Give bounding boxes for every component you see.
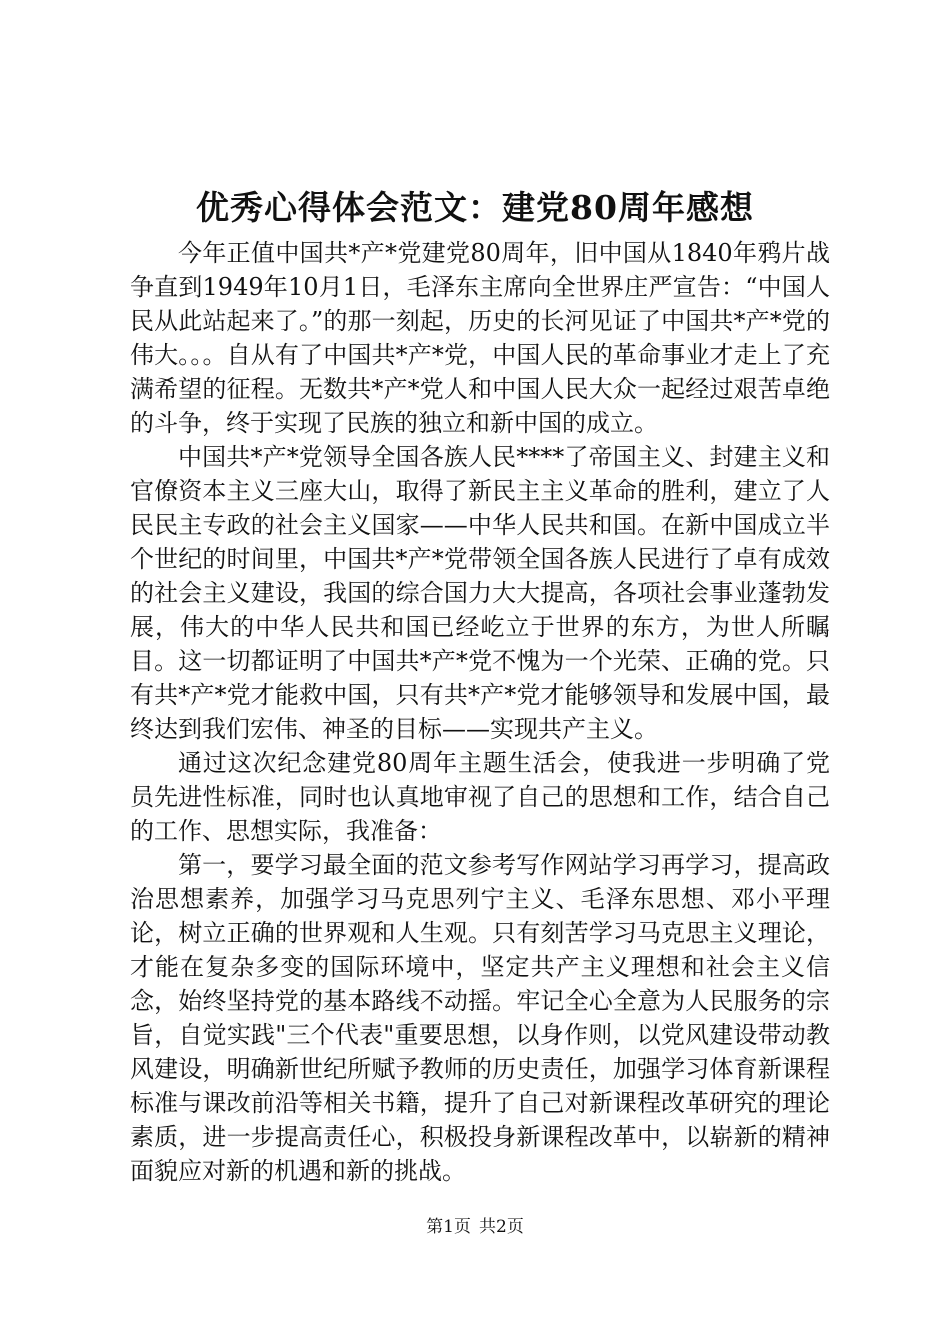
document-body — [130, 236, 830, 1188]
paragraph: 今年正值中国共*产*党建党80周年，旧中国从1840年鸦片战争直到1949年10月1日，毛泽东主席向全世界庄严宣告：“中国人民从此站起来了。”的那一刻起，历史的长河见证了中国共*产*党的伟大。。。自从有了中国共*产*党，中国人民的革命事业才走上了充满希望的征程。无数共*产*党人和中国人民大众一起经过艰苦卓绝的斗争，终于实现了民族的独立和新中国的成立。 — [130, 239, 830, 437]
page-total: 共2页 — [479, 1217, 524, 1237]
page-footer — [0, 1216, 950, 1238]
paragraph: 通过这次纪念建党80周年主题生活会，使我进一步明确了党员先进性标准，同时也认真地审视了自己的思想和工作，结合自己的工作、思想实际，我准备： — [130, 749, 830, 845]
document-title: 优秀心得体会范文：建党80周年感想 — [196, 188, 754, 227]
paragraph: 中国共*产*党领导全国各族人民****了帝国主义、封建主义和官僚资本主义三座大山，取得了新民主主义革命的胜利，建立了人民民主专政的社会主义国家——中华人民共和国。在新中国成立半个世纪的时间里，中国共*产*党带领全国各族人民进行了卓有成效的社会主义建设，我国的综合国力大大提高，各项社会事业蓬勃发展，伟大的中华人民共和国已经屹立于世界的东方，为世人所瞩目。这一切都证明了中国共*产*党不愧为一个光荣、正确的党。只有共*产*党才能救中国，只有共*产*党才能够领导和发展中国，最终达到我们宏伟、神圣的目标——实现共产主义。 — [130, 443, 830, 743]
page-number: 第1页 — [426, 1217, 471, 1237]
paragraph: 第一，要学习最全面的范文参考写作网站学习再学习，提高政治思想素养，加强学习马克思列宁主义、毛泽东思想、邓小平理论，树立正确的世界观和人生观。只有刻苦学习马克思主义理论，才能在复杂多变的国际环境中，坚定共产主义理想和社会主义信念，始终坚持党的基本路线不动摇。牢记全心全意为人民服务的宗旨，自觉实践"三个代表"重要思想，以身作则，以党风建设带动教风建设，明确新世纪所赋予教师的历史责任，加强学习体育新课程标准与课改前沿等相关书籍，提升了自己对新课程改革研究的理论素质，进一步提高责任心，积极投身新课程改革中，以崭新的精神面貌应对新的机遇和新的挑战。 — [130, 851, 830, 1185]
